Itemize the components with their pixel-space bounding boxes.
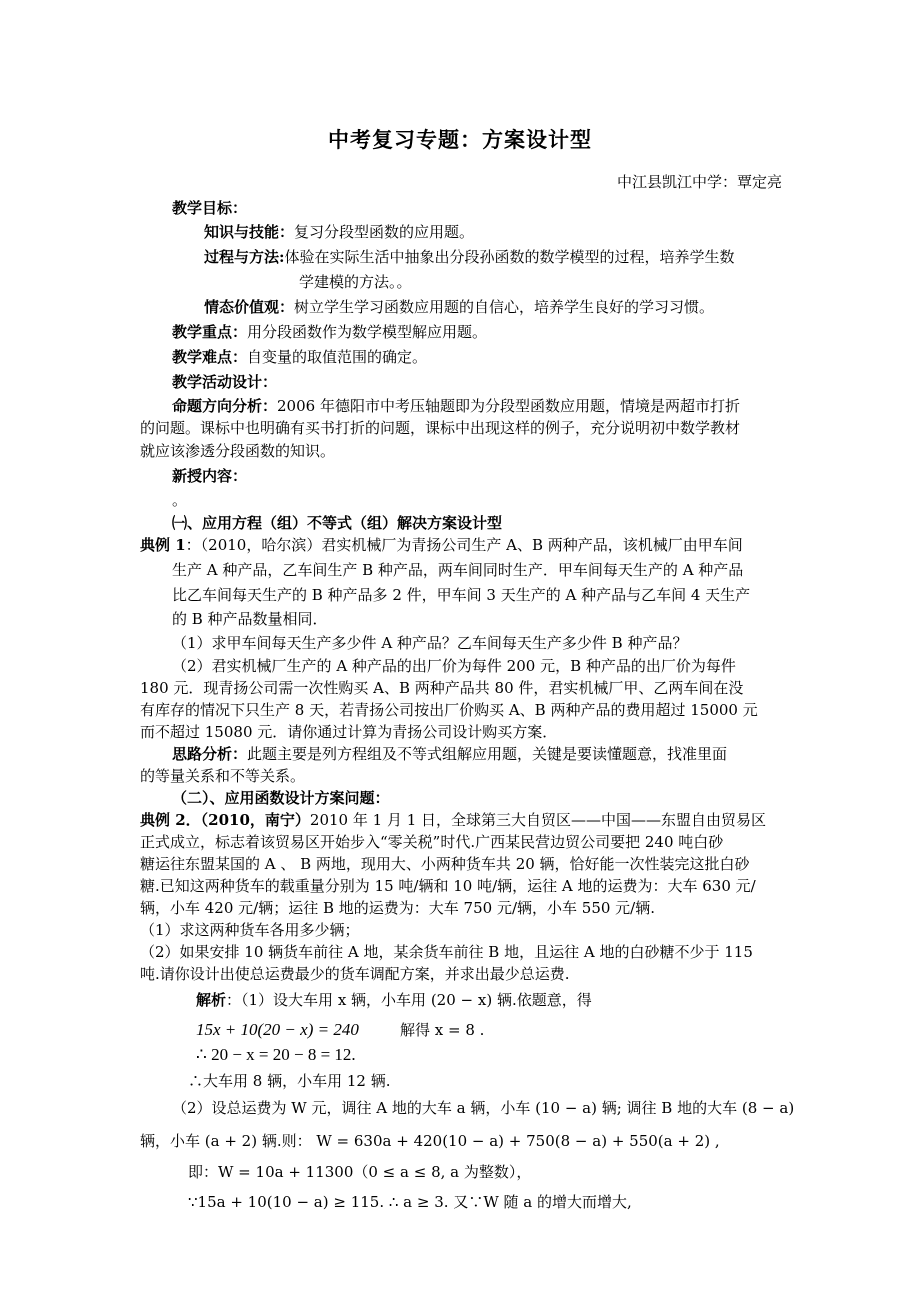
example2-question2-line1: （2）如果安排 10 辆货车前往 A 地，某余货车前往 B 地，且运往 A 地的白砂糖不少于 115 bbox=[140, 943, 753, 961]
direction-text-2: 的问题。课标中也明确有买书打折的问题，课标中出现这样的例子，充分说明初中数学教材 bbox=[140, 419, 741, 437]
analysis-text: 此题主要是列方程组及不等式组解应用题，关键是要读懂题意，找准里面 bbox=[247, 745, 728, 763]
example2-line5: 辆，小车 420 元/辆；运往 B 地的运费为：大车 750 元/辆，小车 550 元/辆. bbox=[140, 899, 655, 917]
difficulty-label: 教学难点： bbox=[172, 348, 248, 366]
page-title: 中考复习专题：方案设计型 bbox=[328, 127, 592, 152]
process-text-cont: 学建模的方法。。 bbox=[299, 273, 412, 291]
solution-part2-line2: 辆，小车 (a + 2) 辆.则： W = 630a + 420(10 − a) + 750(8 − a) + 550(a + 2) , bbox=[140, 1132, 720, 1150]
example1-question1: （1）求甲车间每天生产多少件 A 种产品？乙车间每天生产多少件 B 种产品？ bbox=[172, 634, 688, 652]
analysis-label: 思路分析： bbox=[172, 745, 248, 763]
solution-label: 解析 bbox=[196, 991, 227, 1009]
example2-question1: （1）求这两种货车各用多少辆； bbox=[140, 921, 360, 939]
solution-line1 bbox=[196, 990, 592, 1010]
key-text: 用分段函数作为数学模型解应用题。 bbox=[247, 323, 488, 341]
solution-part2-line1: （2）设总运费为 W 元，调往 A 地的大车 a 辆，小车 (10 − a) 辆; 调往 B 地的大车 (8 − a) bbox=[172, 1099, 795, 1117]
analysis-text-2: 的等量关系和不等关系。 bbox=[140, 767, 306, 785]
direction-line bbox=[172, 396, 740, 416]
example1-question2-line3: 有库存的情况下只生产 8 天，若青扬公司按出厂价购买 A、B 两种产品的费用超过 15000 元 bbox=[140, 701, 758, 719]
direction-text-3: 就应该渗透分段函数的知识。 bbox=[140, 442, 336, 460]
process-line bbox=[204, 247, 735, 267]
activity-heading: 教学活动设计： bbox=[172, 373, 278, 391]
section1-heading: ㈠、应用方程（组）不等式（组）解决方案设计型 bbox=[172, 514, 503, 532]
difficulty-line bbox=[172, 347, 427, 367]
example1-label: 典例 1 bbox=[140, 536, 186, 554]
solution-part2-line3: 即：W = 10a + 11300（0 ≤ a ≤ 8, a 为整数）， bbox=[188, 1163, 532, 1181]
equation-1-result: 解得 x = 8 . bbox=[400, 1021, 485, 1039]
goals-heading: 教学目标： bbox=[172, 199, 248, 217]
example1-line2: 生产 A 种产品，乙车间生产 B 种产品，两车间同时生产．甲车间每天生产的 A 种产品 bbox=[172, 561, 744, 579]
knowledge-label: 知识与技能： bbox=[204, 223, 295, 241]
example2-line2: 正式成立，标志着该贸易区开始步入“零关税”时代.广西某民营边贸公司要把 240 吨白砂 bbox=[140, 833, 724, 851]
new-content-heading: 新授内容： bbox=[172, 467, 248, 485]
example1-line3: 比乙车间每天生产的 B 种产品多 2 件，甲车间 3 天生产的 A 种产品与乙车间 4 天生产 bbox=[172, 586, 751, 604]
difficulty-text: 自变量的取值范围的确定。 bbox=[247, 348, 428, 366]
example2-line1 bbox=[140, 810, 766, 830]
attitude-line bbox=[204, 297, 714, 317]
knowledge-text: 复习分段型函数的应用题。 bbox=[294, 223, 475, 241]
key-label: 教学重点： bbox=[172, 323, 248, 341]
equation-2: ∴ 20 − x = 20 − 8 = 12. bbox=[196, 1045, 356, 1064]
analysis-line bbox=[172, 744, 727, 764]
solution-text: ：（1）设大车用 x 辆，小车用 (20 − x) 辆.依题意，得 bbox=[226, 991, 592, 1009]
process-text: 体验在实际生活中抽象出分段孙函数的数学模型的过程，培养学生数 bbox=[284, 248, 735, 266]
author-line: 中江县凯江中学：覃定亮 bbox=[616, 173, 782, 191]
example1-text: ：（2010，哈尔滨）君实机械厂为青扬公司生产 A、B 两种产品，该机械厂由甲车间 bbox=[185, 536, 743, 554]
knowledge-line bbox=[204, 222, 474, 242]
section2-heading: （二）、应用函数设计方案问题： bbox=[172, 789, 390, 807]
example2-line4: 糖.已知这两种货车的载重量分别为 15 吨/辆和 10 吨/辆，运往 A 地的运费为：大车 630 元/ bbox=[140, 877, 756, 895]
example2-line3: 糖运往东盟某国的 A 、 B 两地，现用大、小两种货车共 20 辆，恰好能一次性装完这批白砂 bbox=[140, 855, 750, 873]
example1-question2-line1: （2）君实机械厂生产的 A 种产品的出厂价为每件 200 元，B 种产品的出厂价为每件 bbox=[172, 657, 736, 675]
example2-label: 典例 2．（2010，南宁） bbox=[140, 811, 310, 829]
solution-conclusion: ∴大车用 8 辆，小车用 12 辆. bbox=[188, 1072, 391, 1090]
process-label: 过程与方法: bbox=[204, 248, 285, 266]
direction-text: 2006 年德阳市中考压轴题即为分段型函数应用题，情境是两超市打折 bbox=[277, 397, 740, 415]
equation-1: 15x + 10(20 − x) = 240 bbox=[196, 1020, 359, 1039]
dot-line: 。 bbox=[172, 491, 188, 509]
example2-question2-line2: 吨.请你设计出使总运费最少的货车调配方案，并求出最少总运费. bbox=[140, 965, 570, 983]
attitude-label: 情态价值观： bbox=[204, 298, 295, 316]
example1-question2-line4: 而不超过 15080 元．请你通过计算为青扬公司设计购买方案． bbox=[140, 723, 558, 741]
key-point-line bbox=[172, 322, 487, 342]
example1-line4: 的 B 种产品数量相同． bbox=[172, 610, 328, 628]
example1-line1 bbox=[140, 535, 743, 555]
direction-label: 命题方向分析： bbox=[172, 397, 278, 415]
example1-question2-line2: 180 元．现青扬公司需一次性购买 A、B 两种产品共 80 件，君实机械厂甲、乙两车间在没 bbox=[140, 679, 744, 697]
example2-text: 2010 年 1 月 1 日，全球第三大自贸区——中国——东盟自由贸易区 bbox=[309, 811, 767, 829]
attitude-text: 树立学生学习函数应用题的自信心，培养学生良好的学习习惯。 bbox=[294, 298, 715, 316]
solution-part2-line4: ∵15a + 10(10 − a) ≥ 115. ∴ a ≥ 3. 又∵W 随 a 的增大而增大, bbox=[188, 1193, 632, 1211]
